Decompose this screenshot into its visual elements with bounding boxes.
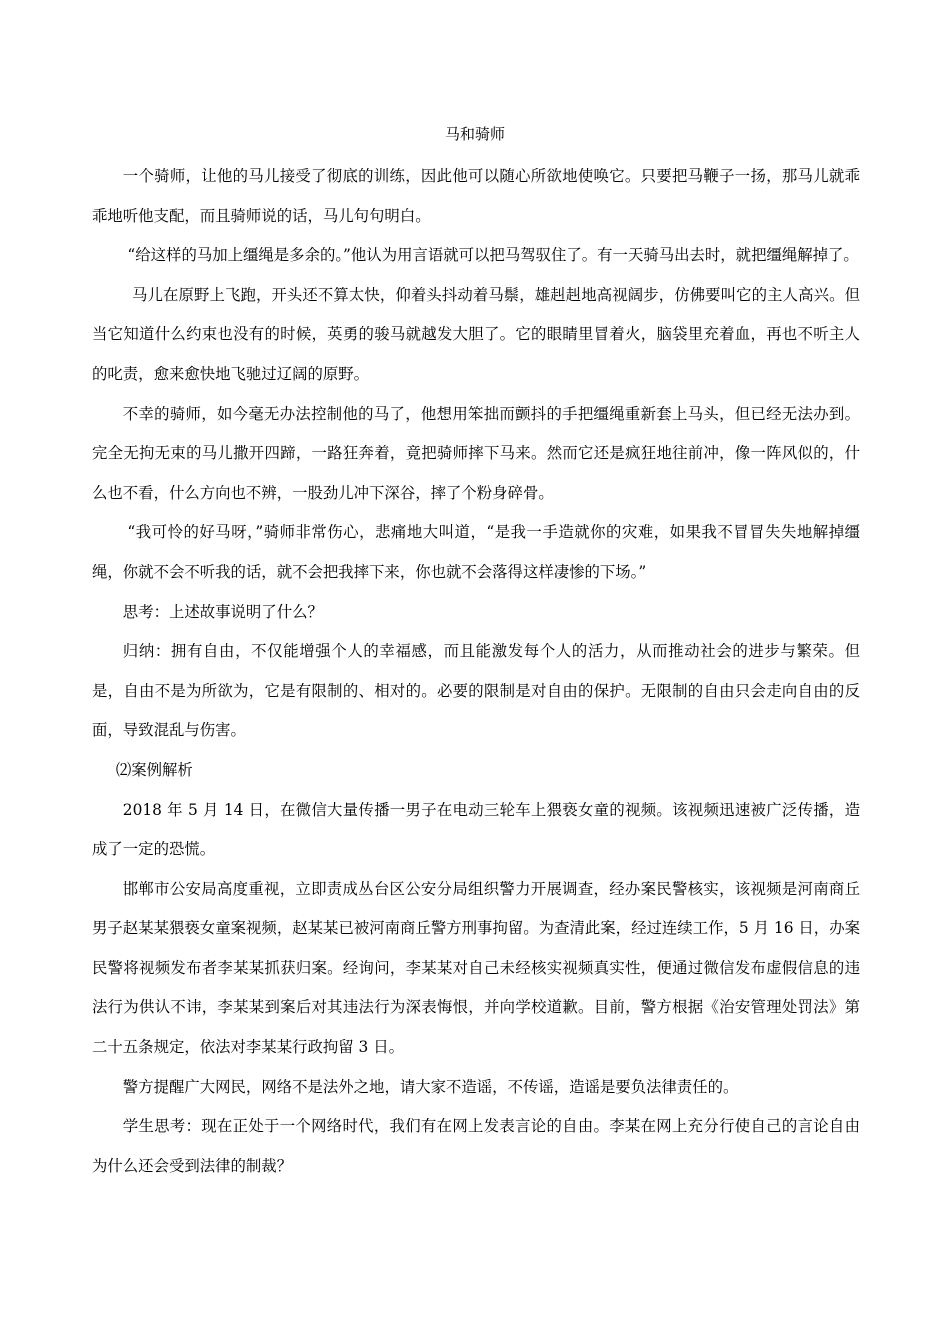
paragraph-7: 归纳：拥有自由，不仅能增强个人的幸福感，而且能激发每个人的活力，从而推动社会的进步与繁荣。但是，自由不是为所欲为，它是有限制的、相对的。必要的限制是对自由的保护。无限制的自由只会走向自由的反面，导致混乱与伤害。 [92, 642, 860, 740]
document-body [92, 157, 860, 1186]
document-title: 马和骑师 [444, 125, 505, 143]
section-heading: ⑵案例解析 [115, 760, 193, 779]
paragraph-3: 马儿在原野上飞跑，开头还不算太快，仰着头抖动着马鬃，雄赳赳地高视阔步，仿佛要叫它的主人高兴。但当它知道什么约束也没有的时候，英勇的骏马就越发大胆了。它的眼睛里冒着火，脑袋里充着血，再也不听主人的叱责，愈来愈快地飞驰过辽阔的原野。 [92, 285, 860, 383]
paragraph-9: 邯郸市公安局高度重视，立即责成丛台区公安分局组织警力开展调查，经办案民警核实，该视频是河南商丘男子赵某某猥亵女童案视频，赵某某已被河南商丘警方刑事拘留。为查清此案，经过连续工作，5 月 16 日，办案民警将视频发布者李某某抓获归案。经询问，李某某对自己未经核实视频真实性，便通过微信发布虚假信息的违法行为供认不讳，李某某到案后对其违法行为深表悔恨，并向学校道歉。目前，警方根据《治安管理处罚法》第二十五条规定，依法对李某某行政拘留 3 日。 [92, 879, 860, 1057]
paragraph-6: 思考：上述故事说明了什么？ [122, 602, 323, 621]
paragraph-8: 2018 年 5 月 14 日，在微信大量传播一男子在电动三轮车上猥亵女童的视频。该视频迅速被广泛传播，造成了一定的恐慌。 [92, 800, 860, 859]
paragraph-4: 不幸的骑师，如今毫无办法控制他的马了，他想用笨拙而颤抖的手把缰绳重新套上马头，但已经无法办到。完全无拘无束的马儿撒开四蹄，一路狂奔着，竟把骑师摔下马来。然而它还是疯狂地往前冲，像一阵风似的，什么也不看，什么方向也不辨，一股劲儿冲下深谷，摔了个粉身碎骨。 [92, 404, 860, 502]
paragraph-5: “我可怜的好马呀，”骑师非常伤心，悲痛地大叫道，“是我一手造就你的灾难，如果我不冒冒失失地解掉缰绳，你就不会不听我的话，就不会把我摔下来，你也就不会落得这样凄惨的下场。” [92, 523, 860, 581]
paragraph-11: 学生思考：现在正处于一个网络时代，我们有在网上发表言论的自由。李某在网上充分行使自己的言论自由为什么还会受到法律的制裁？ [92, 1117, 860, 1175]
paragraph-10: 警方提醒广大网民，网络不是法外之地，请大家不造谣，不传谣，造谣是要负法律责任的。 [122, 1077, 739, 1096]
paragraph-2: “给这样的马加上缰绳是多余的。”他认为用言语就可以把马驾驭住了。有一天骑马出去时，就把缰绳解掉了。 [127, 246, 859, 265]
paragraph-1: 一个骑师，让他的马儿接受了彻底的训练，因此他可以随心所欲地使唤它。只要把马鞭子一扬，那马儿就乖乖地听他支配，而且骑师说的话，马儿句句明白。 [92, 167, 860, 225]
